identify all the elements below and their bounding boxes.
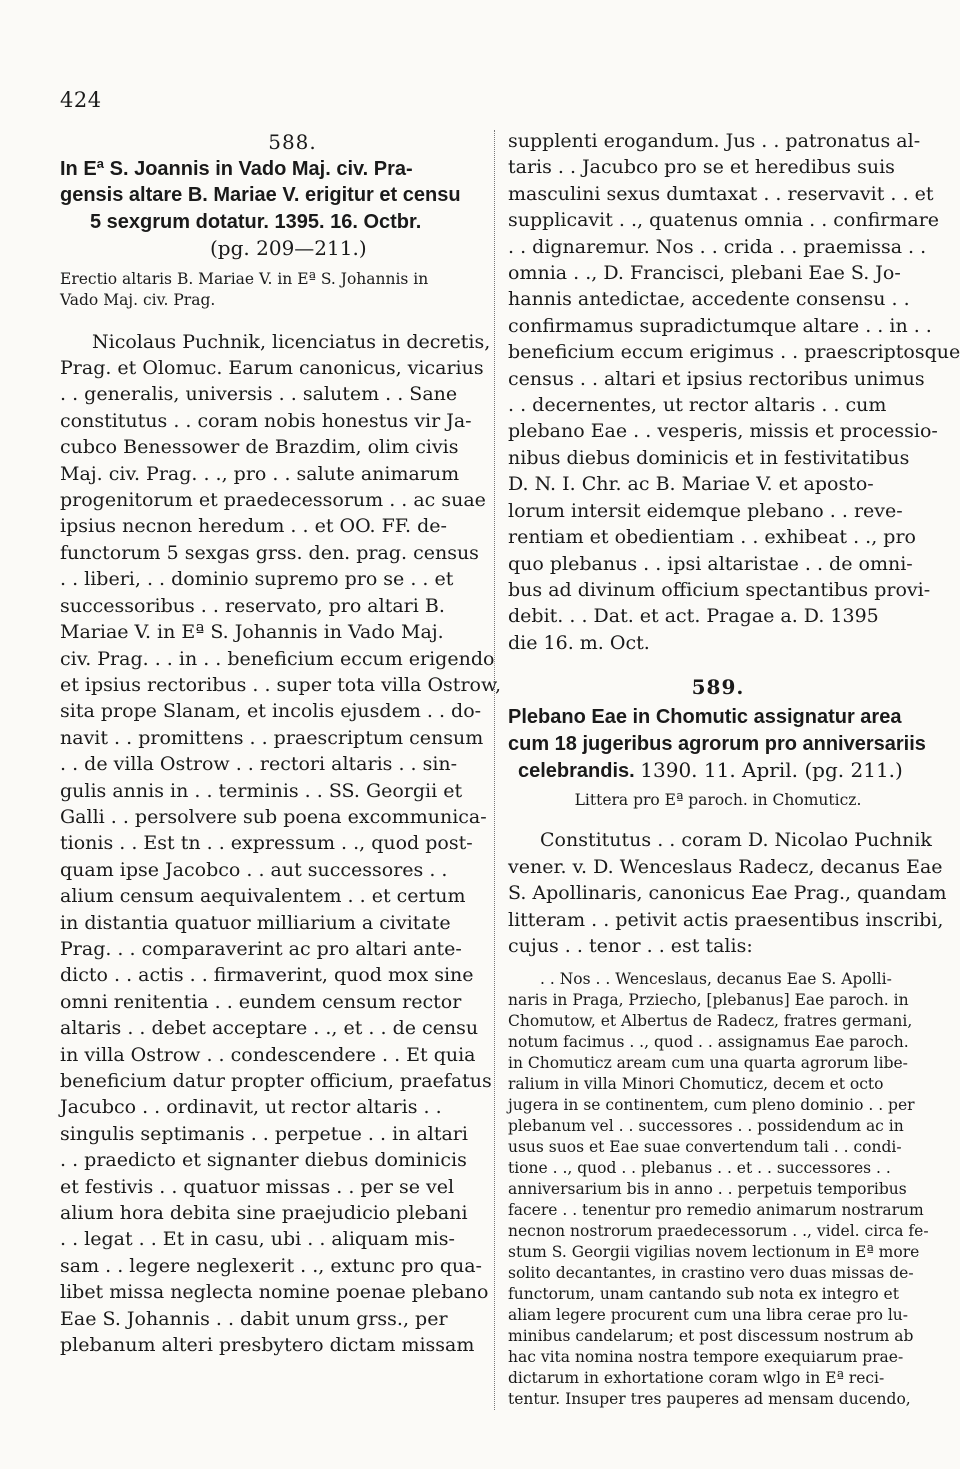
text-line: D. N. I. Chr. ac B. Mariae V. et aposto- (508, 473, 874, 496)
text-line: naris in Praga, Prziecho, [plebanus] Eae paroch. in (508, 991, 909, 1010)
text-line: Constitutus . . coram D. Nicolao Puchnik (540, 829, 932, 852)
text-line: debit. . . Dat. et act. Pragae a. D. 1395 (508, 605, 879, 628)
text-line: navit . . promittens . . praescriptum censum (60, 726, 484, 749)
heading-date: 1390. 11. April. (pg. 211.) (640, 757, 903, 782)
text-line: functorum, unam cantando sub nota ex integro et (508, 1285, 899, 1304)
text-line: in Chomuticz aream cum una quarta agrorum libe- (508, 1054, 908, 1073)
text-line: omni renitentia . . eundem censum rector (60, 990, 462, 1013)
text-line: ralium in villa Minori Chomuticz, decem et octo (508, 1075, 884, 1094)
text-line: . . Nos . . Wenceslaus, decanus Eae S. Apolli- (540, 970, 892, 989)
text-line: . . de villa Ostrow . . rectori altaris . . sin- (60, 753, 458, 776)
subheading-line: Erectio altaris B. Mariae V. in Eª S. Johannis in (60, 269, 429, 288)
doc589-subheading: Littera pro Eª paroch. in Chomuticz. (574, 791, 862, 810)
text-line: hannis antedictae, accedente consensu . . (508, 288, 910, 311)
text-line: dictarum in exhortatione coram wlgo in Eª reci- (508, 1369, 885, 1388)
doc588-subheading (60, 269, 485, 311)
text-line: et festivis . . quatuor missas . . per se vel (60, 1175, 455, 1198)
text-line: Galli . . persolvere sub poena excommunica- (60, 805, 487, 828)
text-line: . . generalis, universis . . salutem . . Sane (60, 383, 458, 406)
page-number: 424 (60, 88, 102, 112)
text-line: Mariae V. in Eª S. Johannis in Vado Maj. (60, 621, 444, 644)
text-line: alium hora debita sine praejudicio plebani (60, 1202, 468, 1225)
doc588-heading (60, 156, 485, 263)
text-line: vener. v. D. Wenceslaus Radecz, decanus Eae (508, 855, 943, 878)
text-line: et ipsius rectoribus . . super tota villa Ostrow, (60, 673, 502, 696)
text-line: supplicavit . ., quatenus omnia . . confirmare (508, 209, 940, 232)
text-line: tentur. Insuper tres pauperes ad mensam ducendo, (508, 1390, 911, 1409)
text-line: notum facimus . ., quod . . assignamus Eae paroch. (508, 1033, 909, 1052)
text-line: hac vita nomina nostra tempore exequiarum prae- (508, 1348, 904, 1367)
text-line: solito decantantes, in crastino vero duas missas de- (508, 1264, 914, 1283)
text-line: gulis annis in . . terminis . . SS. Georgii et (60, 779, 463, 802)
text-line: quo plebanus . . ipsi altaristae . . de omni- (508, 552, 913, 575)
text-line: ipsius necnon heredum . . et OO. FF. de- (60, 515, 447, 538)
text-line: . . legat . . Et in casu, ubi . . aliquam mis- (60, 1228, 455, 1251)
text-line: in villa Ostrow . . condescendere . . Et quia (60, 1043, 476, 1066)
text-line: S. Apollinaris, canonicus Eae Prag., quandam (508, 882, 947, 905)
heading-line: In Eª S. Joannis in Vado Maj. civ. Pra- (60, 158, 413, 180)
text-line: aliam legere procurent cum una libra cerae pro lu- (508, 1306, 909, 1325)
heading-line: gensis altare B. Mariae V. erigitur et censu (60, 184, 461, 207)
text-line: Eae S. Johannis . . dabit unum grss., per (60, 1307, 448, 1330)
doc589-quoted-letter (508, 969, 928, 1410)
text-line: dicto . . actis . . firmaverint, quod mox sine (60, 964, 474, 987)
doc588-continuation (508, 128, 960, 656)
heading-line: cum 18 jugeribus agrorum pro anniversariis (508, 732, 926, 755)
text-line: Jacubco . . ordinavit, ut rector altaris . . (60, 1096, 442, 1119)
text-line: Maj. civ. Prag. . ., pro . . salute animarum (60, 462, 460, 485)
text-line: plebano Eae . . vesperis, missis et processio- (508, 420, 938, 443)
text-line: tione . ., quod . . plebanus . . et . . successores . . (508, 1159, 891, 1178)
text-line: plebanum alteri presbytero dictam missam (60, 1334, 475, 1357)
text-line: quam ipse Jacobco . . aut successores . . (60, 858, 448, 881)
text-line: supplenti erogandum. Jus . . patronatus al- (508, 130, 921, 152)
text-line: beneficium datur propter officium, praefatus (60, 1070, 492, 1092)
document-number-589: 589. (691, 675, 745, 700)
text-line: minibus candelarum; et post discessum nostrum ab (508, 1327, 914, 1346)
heading-line: 5 sexgrum dotatur. 1395. 16. Octbr. (90, 210, 422, 233)
text-line: litteram . . petivit actis praesentibus inscribi, (508, 908, 944, 931)
text-line: Nicolaus Puchnik, licenciatus in decretis, (92, 330, 491, 353)
text-line: masculini sexus dumtaxat . . reservavit . . et (508, 182, 934, 205)
column-divider (494, 130, 495, 1410)
text-line: singulis septimanis . . perpetue . . in altari (60, 1122, 468, 1145)
heading-pages: (pg. 209—211.) (210, 236, 367, 261)
text-line: Prag. . . comparaverint ac pro altari ante- (60, 937, 462, 960)
doc588-body (60, 329, 502, 1359)
text-line: constitutus . . coram nobis honestus vir Ja- (60, 409, 472, 432)
text-line: taris . . Jacubco pro se et heredibus suis (508, 156, 895, 179)
text-line: lorum intersit eidemque plebano . . reve- (508, 499, 903, 522)
text-line: Chomutow, et Albertus de Radecz, fratres germani, (508, 1012, 913, 1031)
text-line: functorum 5 sexgas grss. den. prag. census (60, 541, 479, 564)
text-line: confirmamus supradictumque altare . . in . . (508, 314, 932, 337)
doc589-heading (508, 704, 928, 784)
text-line: altaris . . debet acceptare . ., et . . de censu (60, 1017, 479, 1040)
text-line: . . praedicto et signanter diebus dominicis (60, 1149, 467, 1172)
text-line: anniversarium bis in anno . . perpetuis temporibus (508, 1180, 907, 1199)
text-line: . . decernentes, ut rector altaris . . cum (508, 394, 887, 417)
text-line: cubco Benessower de Brazdim, olim civis (60, 436, 459, 459)
text-line: plebanum vel . . successores . . possidendum ac in (508, 1117, 904, 1136)
text-line: jugera in se continentem, cum pleno dominio . . per (508, 1096, 915, 1115)
document-number-588: 588. (268, 130, 317, 154)
subheading-line: Vado Maj. civ. Prag. (60, 290, 216, 309)
text-line: stum S. Georgii vigilias novem lectionum in Eª more (508, 1243, 920, 1262)
text-line: successoribus . . reservato, pro altari B. (60, 594, 445, 617)
text-line: necnon nostrorum praedecessorum . ., videl. circa fe- (508, 1222, 929, 1241)
text-line: libet missa neglecta nomine poenae plebano (60, 1281, 489, 1304)
text-line: tionis . . Est tn . . expressum . ., quod post- (60, 832, 473, 855)
text-line: alium censum aequivalentem . . et certum (60, 885, 466, 908)
text-line: civ. Prag. . . in . . beneficium eccum erigendo (60, 647, 495, 670)
text-line: progenitorum et praedecessorum . . ac suae (60, 489, 486, 512)
text-line: rentiam et obedientiam . . exhibeat . ., pro (508, 526, 916, 549)
text-line: beneficium eccum erigimus . . praescriptosque (508, 341, 960, 364)
text-line: usus suos et Eae suae convertendum tali . . condi- (508, 1138, 902, 1157)
heading-line: Plebano Eae in Chomutic assignatur area (508, 706, 902, 729)
text-line: nibus diebus dominicis et in festivitatibus (508, 446, 910, 469)
right-column (508, 128, 960, 1410)
doc589-body (508, 827, 947, 959)
text-line: sita prope Slanam, et incolis ejusdem . . do- (60, 700, 482, 723)
text-line: omnia . ., D. Francisci, plebani Eae S. Jo- (508, 262, 901, 285)
text-line: . . liberi, . . dominio supremo pro se . . et (60, 568, 454, 591)
text-line: cujus . . tenor . . est talis: (508, 934, 753, 957)
text-line: in distantia quatuor milliarium a civitate (60, 911, 451, 934)
text-line: bus ad divinum officium spectantibus provi- (508, 578, 931, 601)
text-line: die 16. m. Oct. (508, 631, 650, 654)
text-line: sam . . legere neglexerit . ., extunc pro qua- (60, 1254, 482, 1277)
text-line: Prag. et Olomuc. Earum canonicus, vicarius (60, 357, 484, 380)
left-column (60, 128, 502, 1358)
text-line: facere . . tenentur pro remedio animarum nostrarum (508, 1201, 924, 1220)
heading-line: celebrandis. (518, 759, 635, 782)
text-line: . . dignaremur. Nos . . crida . . praemissa . . (508, 235, 927, 258)
text-line: census . . altari et ipsius rectoribus unimus (508, 367, 925, 390)
